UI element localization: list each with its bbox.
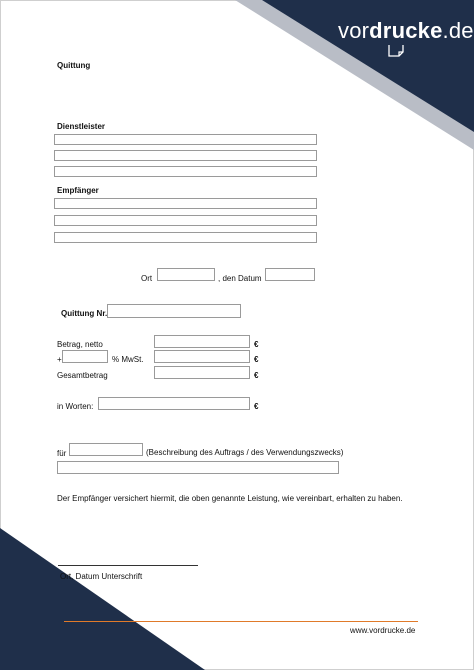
brand-logo[interactable] [338, 18, 474, 44]
footer-divider [64, 621, 418, 622]
logo-suffix: .de [442, 18, 474, 43]
recipient-line-3-field[interactable] [54, 232, 317, 243]
provider-line-1-field[interactable] [54, 134, 317, 145]
total-amount-field[interactable] [154, 366, 250, 379]
signature-line [58, 565, 198, 566]
provider-line-3-field[interactable] [54, 166, 317, 177]
provider-line-2-field[interactable] [54, 150, 317, 161]
in-words-label: in Worten: [57, 402, 94, 411]
amount-in-words-field[interactable] [98, 397, 250, 410]
receipt-number-label: Quittung Nr. [61, 309, 108, 318]
confirmation-text: Der Empfänger versichert hiermit, die oben genannte Leistung, wie vereinbart, erhalten zu haben. [57, 494, 403, 503]
form-document-icon [388, 44, 406, 60]
logo-prefix: vor [338, 18, 370, 43]
currency-total: € [254, 371, 259, 380]
date-field[interactable] [265, 268, 315, 281]
vat-label: % MwSt. [112, 355, 144, 364]
vat-rate-field[interactable] [62, 350, 108, 363]
provider-heading: Dienstleister [57, 122, 106, 131]
for-short-field[interactable] [69, 443, 143, 456]
currency-words: € [254, 402, 259, 411]
receipt-number-field[interactable] [107, 304, 241, 318]
description-field[interactable] [57, 461, 339, 474]
description-hint: (Beschreibung des Auftrags / des Verwendungszwecks) [146, 448, 344, 457]
plus-sign: + [57, 355, 62, 364]
net-amount-field[interactable] [154, 335, 250, 348]
recipient-heading: Empfänger [57, 186, 99, 195]
signature-label: Ort, Datum Unterschrift [60, 572, 143, 581]
vat-amount-field[interactable] [154, 350, 250, 363]
place-label: Ort [141, 274, 153, 283]
place-field[interactable] [157, 268, 215, 281]
currency-net: € [254, 340, 259, 349]
form-title: Quittung [57, 61, 91, 70]
recipient-line-2-field[interactable] [54, 215, 317, 226]
net-amount-label: Betrag, netto [57, 340, 103, 349]
bottom-corner-banner [0, 528, 205, 670]
total-label: Gesamtbetrag [57, 371, 108, 380]
footer-url[interactable]: www.vordrucke.de [350, 626, 416, 635]
currency-vat: € [254, 355, 259, 364]
for-label: für [57, 449, 67, 458]
date-label: , den Datum [218, 274, 262, 283]
logo-bold: drucke [369, 18, 443, 43]
recipient-line-1-field[interactable] [54, 198, 317, 209]
